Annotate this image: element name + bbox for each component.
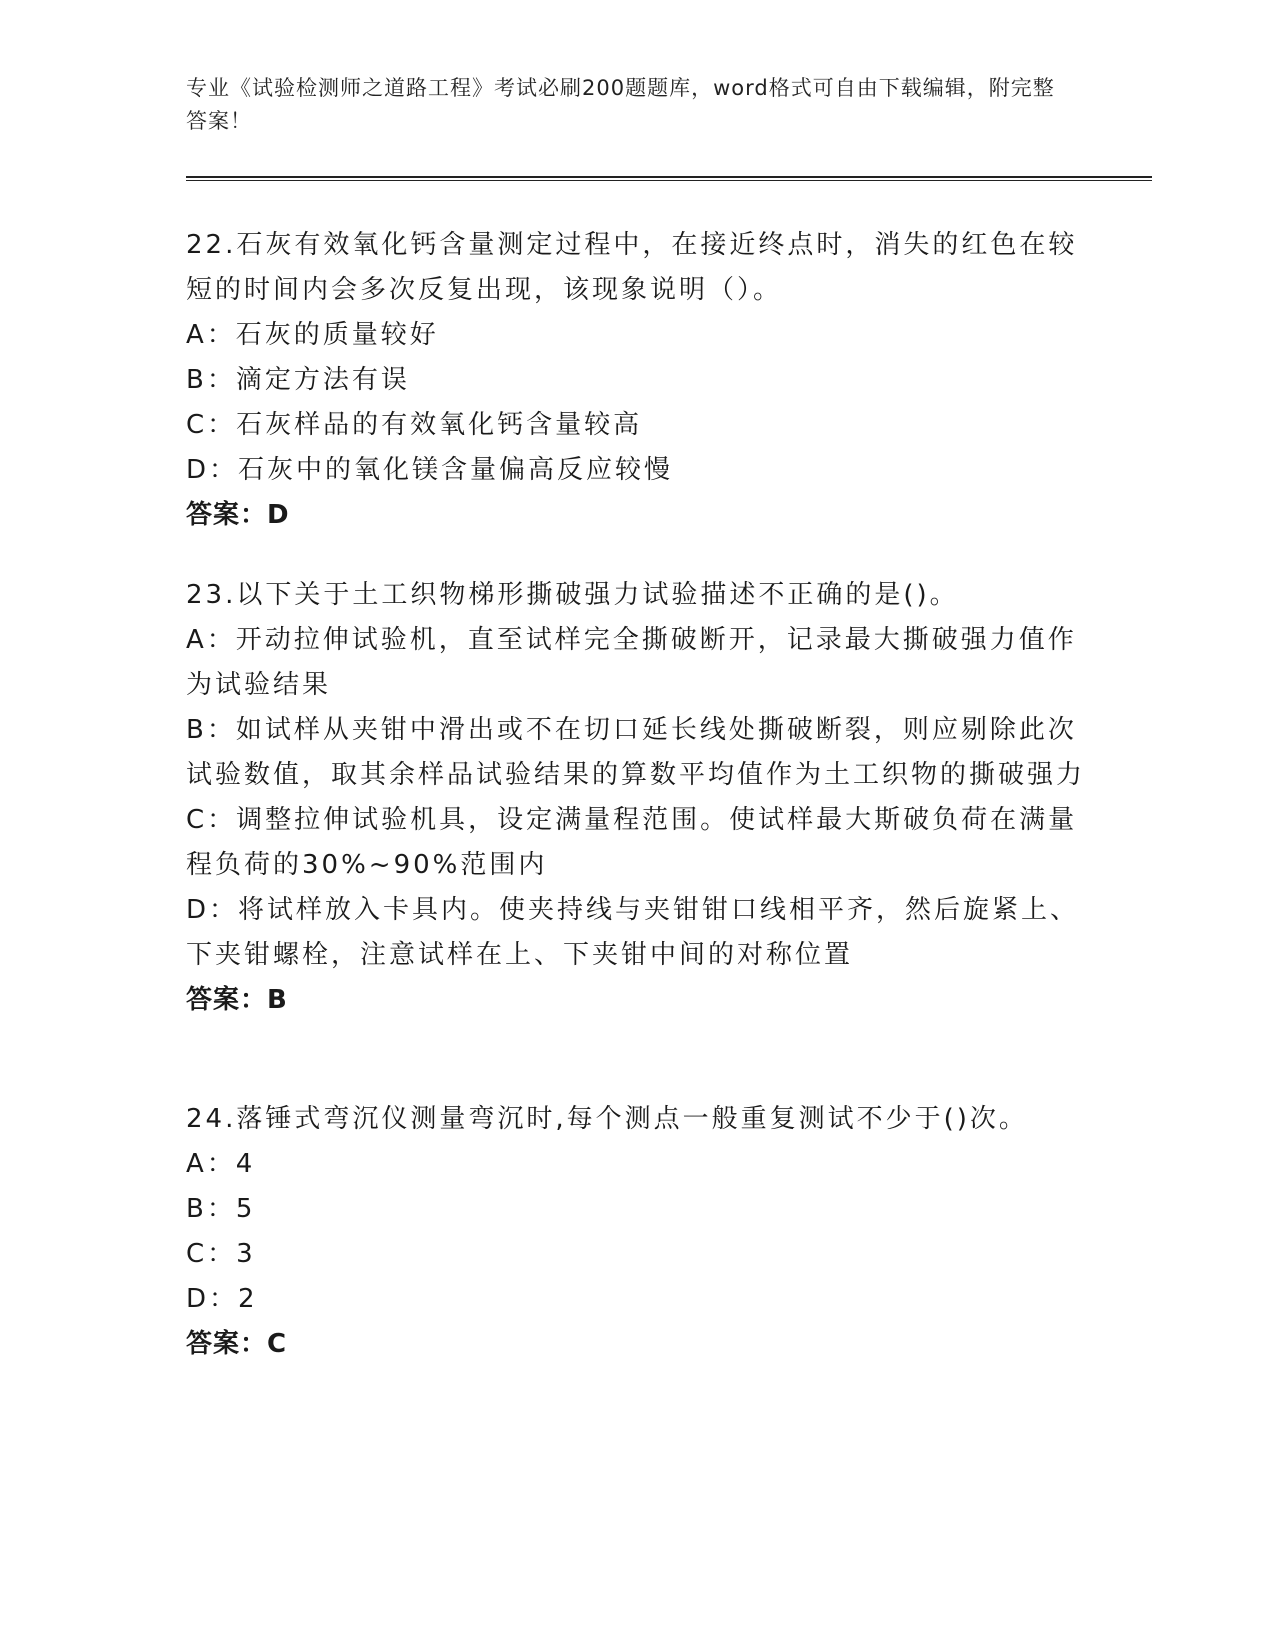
answer: 答案：D xyxy=(186,500,290,530)
document-header: 专业《试验检测师之道路工程》考试必刷200题题库，word格式可自由下载编辑，附完整答案！ xyxy=(186,76,1055,133)
option-d: D：将试样放入卡具内。使夹持线与夹钳钳口线相平齐，然后旋紧上、下夹钳螺栓，注意试样在上、下夹钳中间的对称位置 xyxy=(186,895,1080,970)
question-stem: 24.落锤式弯沉仪测量弯沉时,每个测点一般重复测试不少于()次。 xyxy=(186,1104,1028,1134)
question-stem: 22.石灰有效氧化钙含量测定过程中，在接近终点时，消失的红色在较短的时间内会多次反复出现，该现象说明（）。 xyxy=(186,230,1078,305)
option-b: B：滴定方法有误 xyxy=(186,365,410,395)
answer: 答案：B xyxy=(186,985,288,1015)
question-22 xyxy=(186,223,1091,538)
option-c: C：调整拉伸试验机具，设定满量程范围。使试样最大斯破负荷在满量程负荷的30%~90%范围内 xyxy=(186,805,1078,880)
option-b: B：5 xyxy=(186,1194,256,1224)
option-a: A：4 xyxy=(186,1149,256,1179)
option-a: A：开动拉伸试验机，直至试样完全撕破断开，记录最大撕破强力值作为试验结果 xyxy=(186,625,1077,700)
header-divider xyxy=(186,176,1152,181)
option-c: C：石灰样品的有效氧化钙含量较高 xyxy=(186,410,643,440)
question-24 xyxy=(186,1097,1091,1367)
option-d: D：2 xyxy=(186,1284,258,1314)
option-d: D：石灰中的氧化镁含量偏高反应较慢 xyxy=(186,455,674,485)
option-b: B：如试样从夹钳中滑出或不在切口延长线处撕破断裂，则应剔除此次试验数值，取其余样品试验结果的算数平均值作为土工织物的撕破强力 xyxy=(186,715,1086,790)
option-c: C：3 xyxy=(186,1239,256,1269)
question-23 xyxy=(186,573,1091,1023)
answer: 答案：C xyxy=(186,1329,288,1359)
question-stem: 23.以下关于土工织物梯形撕破强力试验描述不正确的是()。 xyxy=(186,580,959,610)
option-a: A：石灰的质量较好 xyxy=(186,320,439,350)
